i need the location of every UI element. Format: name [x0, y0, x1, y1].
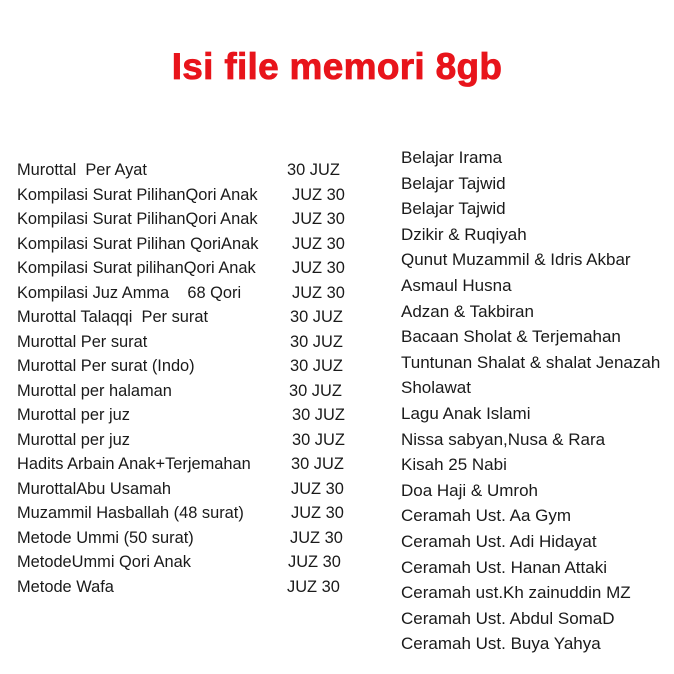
item-name: Murottal per halaman [17, 381, 172, 400]
item-name: Murottal per juz [17, 406, 130, 424]
item-juz-value: 30 JUZ [290, 357, 343, 375]
item-juz-value: 30 JUZ [289, 381, 342, 400]
item-name: Metode Wafa [17, 577, 114, 596]
list-item [17, 550, 367, 575]
list-item: Adzan & Takbiran [401, 301, 534, 321]
list-item: Belajar Tajwid [401, 199, 506, 219]
list-item: Ceramah Ust. Abdul SomaD [401, 608, 615, 628]
list-item: Bacaan Sholat & Terjemahan [401, 327, 621, 347]
item-name: Murottal Talaqqi Per surat [17, 308, 209, 326]
item-juz-value: JUZ 30 [291, 504, 344, 522]
list-item [17, 575, 367, 600]
item-juz-value: JUZ 30 [287, 577, 340, 596]
list-item: Ceramah Ust. Aa Gym [401, 506, 572, 526]
item-juz-value: 30 JUZ [291, 455, 344, 473]
item-name: Metode Ummi (50 surat) [17, 528, 194, 547]
list-item [17, 501, 367, 526]
list-item: Sholawat [401, 378, 471, 398]
list-item: Belajar Tajwid [401, 173, 506, 193]
list-item [17, 354, 367, 379]
item-name: MurottalAbu Usamah [17, 479, 171, 498]
list-item [17, 477, 367, 502]
list-item: Asmaul Husna [401, 275, 512, 295]
item-name: Hadits Arbain Anak+Terjemahan [17, 455, 251, 473]
item-juz-value: JUZ 30 [292, 283, 345, 302]
item-name: Muzammil Hasballah (48 surat) [17, 504, 244, 522]
item-name: Kompilasi Juz Amma 68 Qori [17, 283, 242, 302]
item-name: Murottal Per Ayat [17, 161, 147, 179]
list-item [17, 403, 367, 428]
left-content-list [17, 158, 367, 599]
list-item: Qunut Muzammil & Idris Akbar [401, 250, 631, 270]
list-item [17, 379, 367, 404]
item-name: Kompilasi Surat Pilihan QoriAnak [17, 234, 259, 253]
item-name: MetodeUmmi Qori Anak [17, 553, 191, 571]
item-juz-value: 30 JUZ [290, 308, 343, 326]
item-name: Kompilasi Surat PilihanQori Anak [17, 210, 258, 228]
item-juz-value: JUZ 30 [292, 210, 345, 228]
item-juz-value: JUZ 30 [292, 234, 345, 253]
list-item [17, 256, 367, 281]
list-item: Lagu Anak Islami [401, 403, 531, 423]
list-item: Ceramah ust.Kh zainuddin MZ [401, 583, 631, 603]
list-item: Doa Haji & Umroh [401, 480, 538, 500]
item-juz-value: 30 JUZ [287, 161, 340, 179]
list-item [17, 207, 367, 232]
item-juz-value: JUZ 30 [290, 528, 343, 547]
list-item: Nissa sabyan,Nusa & Rara [401, 429, 606, 449]
list-item [17, 305, 367, 330]
list-item [17, 183, 367, 208]
item-name: Kompilasi Surat pilihanQori Anak [17, 259, 256, 277]
list-item: Ceramah Ust. Hanan Attaki [401, 557, 607, 577]
right-content-list [401, 145, 674, 657]
item-juz-value: JUZ 30 [291, 479, 344, 498]
list-item: Ceramah Ust. Buya Yahya [401, 634, 601, 654]
list-item: Tuntunan Shalat & shalat Jenazah [401, 352, 661, 372]
item-juz-value: JUZ 30 [288, 553, 341, 571]
item-juz-value: 30 JUZ [290, 332, 343, 351]
item-name: Murottal per juz [17, 430, 130, 449]
item-juz-value: JUZ 30 [292, 259, 345, 277]
list-item: Dzikir & Ruqiyah [401, 224, 527, 244]
list-item [17, 428, 367, 453]
item-name: Kompilasi Surat PilihanQori Anak [17, 185, 258, 204]
list-item: Belajar Irama [401, 148, 503, 167]
list-item [17, 452, 367, 477]
page-title: Isi file memori 8gb [171, 46, 503, 87]
list-item: Kisah 25 Nabi [401, 455, 507, 475]
item-juz-value: 30 JUZ [292, 406, 345, 424]
item-name: Murottal Per surat (Indo) [17, 357, 195, 375]
item-name: Murottal Per surat [17, 332, 148, 351]
list-item [17, 526, 367, 551]
list-item [17, 330, 367, 355]
list-item [17, 158, 367, 183]
item-juz-value: JUZ 30 [292, 185, 345, 204]
list-item [17, 232, 367, 257]
list-item: Ceramah Ust. Adi Hidayat [401, 531, 597, 551]
list-item [17, 281, 367, 306]
item-juz-value: 30 JUZ [292, 430, 345, 449]
